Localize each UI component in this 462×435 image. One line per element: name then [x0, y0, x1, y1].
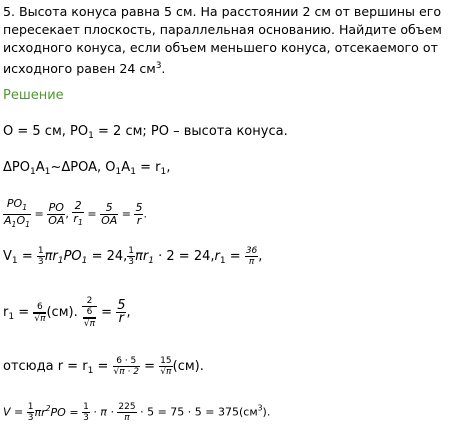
ratio-fraction-2: $\frac{PO}{OA}$: [48, 201, 65, 227]
problem-line-2: пересекает плоскость, параллельная основанию. Найдите объем: [3, 22, 442, 37]
final-r-fraction-2: $\frac{15}{√\pi}$: [160, 356, 172, 377]
final-r-line: отсюда $r = r_1$ = $\frac{6 \cdot 5}{√\pi \cdot 2}$ = $\frac{15}{√\pi}$ (см).: [3, 356, 204, 377]
final-one-third-fraction: $\frac{1}{3}$: [27, 402, 34, 423]
ratio-fraction-1: $\frac{PO_1}{A_1O_1}$: [4, 197, 31, 229]
ratio-fraction-5: $\frac{5}{r}$: [135, 201, 143, 227]
final-one-third-fraction-2: $\frac{1}{3}$: [83, 402, 89, 423]
final-225-over-pi-fraction: $\frac{225}{\pi}$: [118, 402, 136, 423]
ratio-fraction-4: $\frac{5}{OA}$: [101, 201, 118, 227]
given-line: O = 5 см, $PO_1 = 2$ см; PO – высота конуса.: [3, 124, 288, 141]
r1-line: $r_1$ = $\frac{6}{√\pi}$ (см). $\frac{2}{\frac{6}{√\pi}}$ = $\frac{5}{r}$ ,: [3, 296, 131, 329]
r-squared-fraction: $\frac{36}{\pi}$: [245, 246, 258, 267]
final-r-fraction-1: $\frac{6 \cdot 5}{√\pi \cdot 2}$: [113, 356, 139, 377]
problem-line-3: исходного конуса, если объем меньшего конуса, отсекаемого от: [3, 40, 438, 55]
solution-heading: Решение: [3, 88, 64, 103]
r1-fraction: $\frac{6}{√\pi}$: [34, 301, 46, 324]
final-volume-line: V = $\frac{1}{3}$ $\pi r^2PO$ = $\frac{1}{3}$ · π · $\frac{225}{\pi}$ · $5 = 75 \cdot 5 = 375(см^3)$.: [3, 402, 271, 423]
ratio-fraction-3: $\frac{2}{r_1}$: [73, 199, 83, 227]
problem-statement: [3, 3, 442, 78]
problem-line-4: исходного равен 24 $см^3$.: [3, 61, 166, 76]
problem-line-1: 5. Высота конуса равна 5 см. На расстоянии 2 см от вершины его: [3, 4, 442, 19]
similar-triangles-line: $\Delta PO_1A_1\sim\Delta POA$, $O_1A_1 = r_1$,: [3, 160, 171, 177]
ratio-line: $\frac{PO_1}{A_1O_1}$ = $\frac{PO}{OA}$ , $\frac{2}{r_1}$ = $\frac{5}{OA}$ = $\frac{5}{r}$ .: [4, 197, 147, 229]
five-over-r-fraction: $\frac{5}{r}$: [117, 298, 126, 326]
one-third-fraction-2: $\frac{1}{3}$: [128, 246, 135, 267]
one-third-fraction: $\frac{1}{3}$: [37, 246, 44, 267]
nested-fraction: $\frac{2}{\frac{6}{√\pi}}$: [83, 296, 96, 329]
volume-line: $V_1$ = $\frac{1}{3}$ $\pi r_1PO_1 = 24$, $\frac{1}{3}$ $\pi r_1 \cdot 2 = 24,r_1$ = $\frac{36}{\pi}$ ,: [3, 246, 263, 267]
